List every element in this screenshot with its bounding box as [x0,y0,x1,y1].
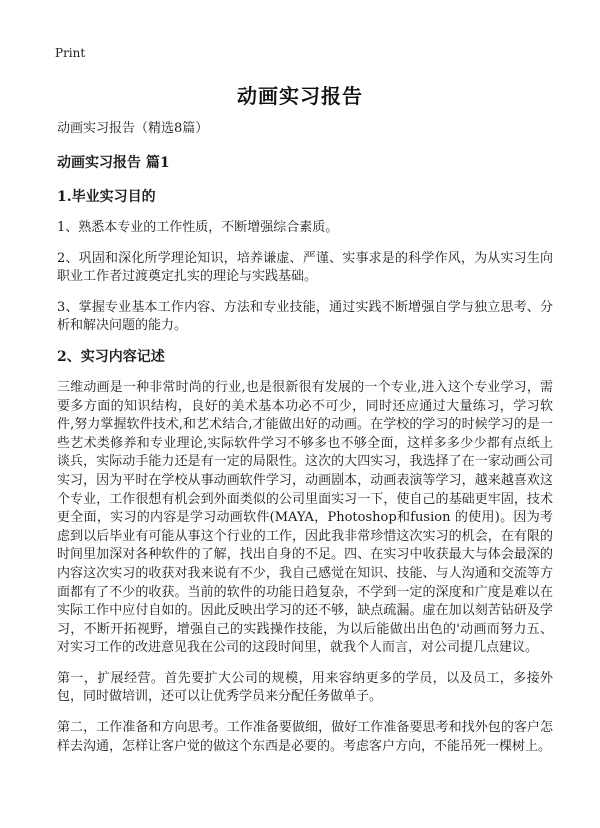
content-paragraph: 三维动画是一种非常时尚的行业,也是很新很有发展的一个专业,进入这个专业学习，需要多方面的知识结构，良好的美术基本功必不可少，同时还应通过大量练习，学习软件,努力掌握软件技术,和艺术结合,才能做出好的动画。在学校的学习的时候学习的是一些艺术类修养和专业理论,实际软件学习不够多也不够全面，这样多多少少都有点纸上谈兵，实际动手能力还是有一定的局限性。这次的大四实习，我选择了在一家动画公司实习，因为平时在学校从事动画软件学习，动画剧本，动画表演等学习，越来越喜欢这个专业，工作很想有机会到外面类似的公司里面实习一下，使自己的基础更牢固，技术更全面，实习的内容是学习动画软件(MAYA，Photoshop和fusion 的使用)。因为考虑到以后毕业有可能从事这个行业的工作，因此我非常珍惜这次实习的机会，在有限的时间里加深对各种软件的了解，找出自身的不足。四、在实习中收获最大与体会最深的内容这次实习的收获对我来说有不少，我自己感觉在知识、技能、与人沟通和交流等方面都有了不少的收获。当前的软件的功能日趋复杂，不学到一定的深度和广度是难以在实际工作中应付自如的。因此反映出学习的还不够，缺点疏漏。虚在加以刻苦钻研及学习，不断开拓视野，增强自己的实践操作技能，为以后能做出出色的'动画而努力五、对实习工作的改进意见我在公司的这段时间里，就我个人而言，对公司提几点建议。 [57,379,553,656]
article-heading: 动画实习报告 篇1 [57,155,170,171]
print-link[interactable]: Print [55,46,86,60]
section-heading-content: 2、实习内容记述 [57,348,165,365]
suggestion-item-2: 第二，工作准备和方向思考。工作准备要做细，做好工作准备要思考和找外包的客户怎样去沟通，怎样让客户觉的做这个东西是必要的。考虑客户方向，不能吊死一棵树上。 [57,720,553,754]
page-title: 动画实习报告 [237,84,363,108]
section-heading-goals: 1.毕业实习目的 [57,189,156,205]
goal-item-3: 3、掌握专业基本工作内容、方法和专业技能，通过实践不断增强自学与独立思考、分析和解决问题的能力。 [57,299,553,334]
suggestion-item-1: 第一，扩展经营。首先要扩大公司的规模，用来容纳更多的学员，以及员工，多接外包，同时做培训，还可以让优秀学员来分配任务做单子。 [57,670,553,705]
goal-item-1: 1、熟悉本专业的工作性质，不断增强综合素质。 [57,220,339,235]
document-subtitle: 动画实习报告（精选8篇） [57,121,209,136]
goal-item-2: 2、巩固和深化所学理论知识，培养谦虚、严谨、实事求是的科学作风，为从实习生向职业工作者过渡奠定扎实的理论与实践基础。 [57,250,553,285]
document-body [57,119,553,768]
